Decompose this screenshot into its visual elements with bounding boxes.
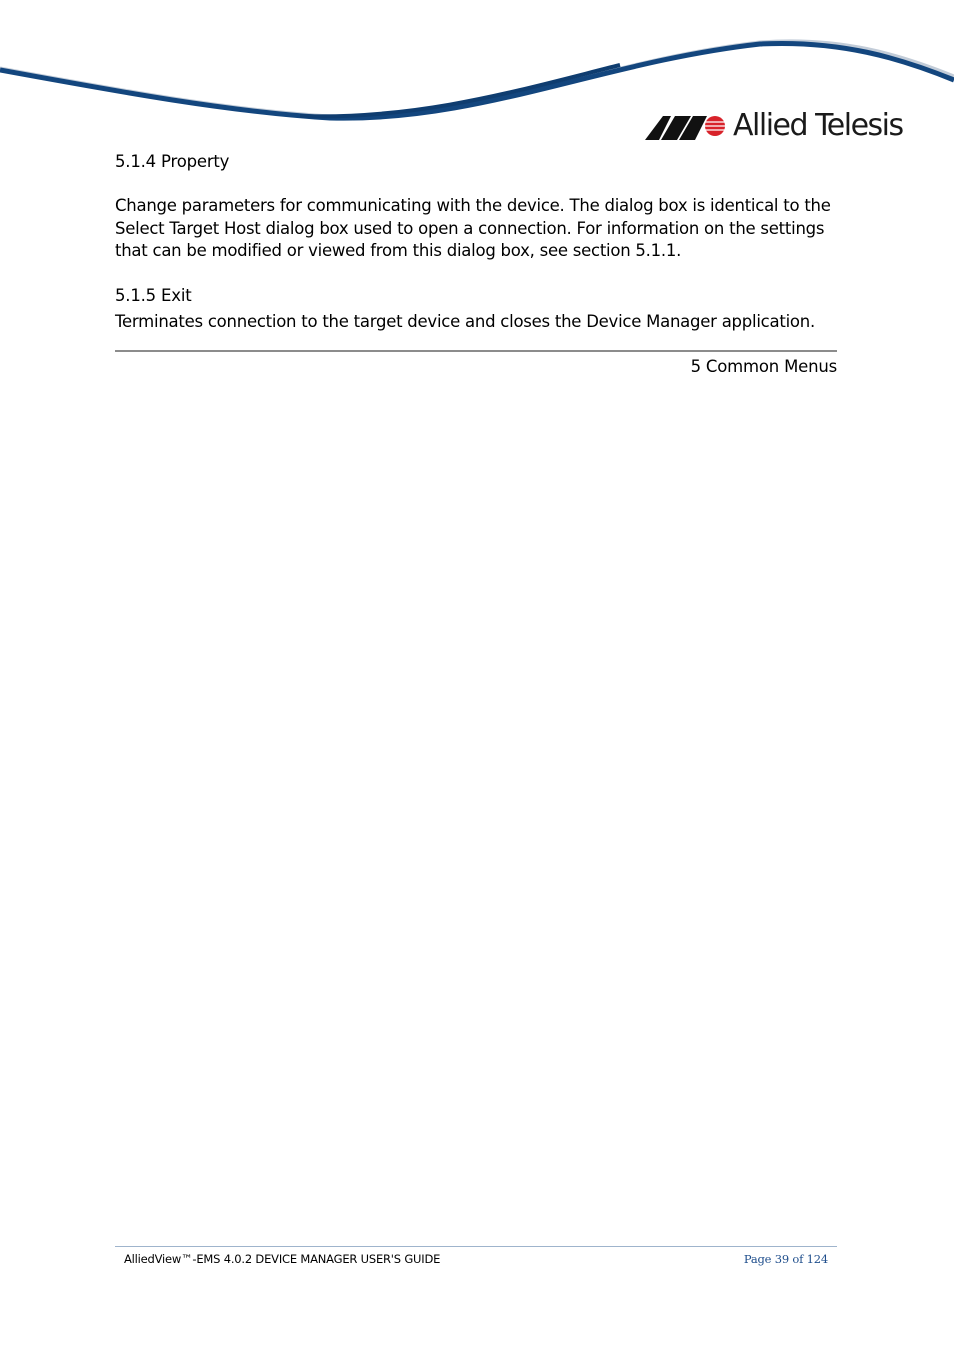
section-heading-property: 5.1.4 Property — [115, 152, 230, 171]
section-heading-exit: 5.1.5 Exit — [115, 286, 192, 305]
section-body-exit: Terminates connection to the target device and closes the Device Manager application. — [115, 312, 815, 331]
footer-guide-title: AlliedView™-EMS 4.0.2 DEVICE MANAGER USER'S GUIDE — [124, 1252, 441, 1266]
section-body-property: Change parameters for communicating with the device. The dialog box is identical to the Select Target Host dialog box used to open a connection. For information on the settings that can be modified or viewed from this dialog box, see section 5.1.1. — [115, 196, 831, 260]
logo-text: Allied Telesis — [733, 108, 903, 143]
chapter-label: 5 Common Menus — [690, 357, 837, 376]
chapter-divider — [115, 350, 837, 352]
allied-telesis-logo — [645, 108, 905, 148]
allied-telesis-logo-mark-icon — [645, 112, 729, 142]
footer-divider — [115, 1246, 837, 1247]
footer-page-number: Page 39 of 124 — [743, 1252, 828, 1266]
